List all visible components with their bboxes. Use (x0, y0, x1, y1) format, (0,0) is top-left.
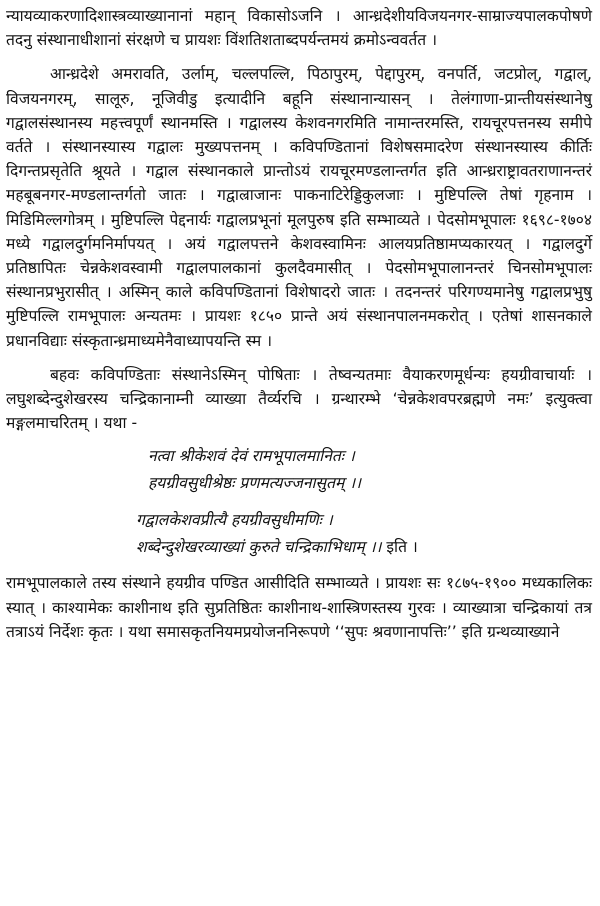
verse-line-1: नत्वा श्रीकेशवं देवं रामभूपालमानितः । (148, 447, 355, 466)
verse-line-3: गद्वालकेशवप्रीत्यै हयग्रीवसुधीमणिः । (136, 511, 333, 530)
paragraph-andhra-samsthanas: आन्ध्रदेशे अमरावति, उर्लाम्, चल्लपल्लि, पिठापुरम्, पेद्दापुरम्, वनपर्ति, जटप्रोल्, गद्वाल्, विजयनगरम्, सालूरु, नूजिवीडु इत्यादीनि बहूनि संस्थानान्यासन् । तेलंगाणा-प्रान्तीयसंस्थानेषु गद्वालसंस्थानस्य महत्त्वपूर्णं स्थानमस्ति । गद्वालस्य केशवनगरमिति नामान्तरमस्ति, रायचूरपत्तनस्य समीपे वर्तते । संस्थानस्यास्य गद्वालः मुख्यपत्तनम् । कविपण्डितानां विशेषसमादरेण संस्थानस्यास्य कीर्तिः दिगन्तप्रसृतेति श्रूयते । गद्वाल संस्थानकाले प्रान्तोऽयं रायचूरमण्डलान्तर्गत इति आन्ध्रराष्ट्रावतराणानन्तरं महबूबनगर-मण्डलान्तर्गतो जातः । गद्वाल्राजानः पाकनाटिरेड्डिकुलजाः । मुष्टिपल्लि तेषां गृहनाम । मिडिमिल्लगोत्रम् । मुष्टिपल्लि पेद्दनार्यः गद्वालप्रभूनां मूलपुरुष इति सम्भाव्यते । पेदसोमभूपालः १६९८-१७०४ मध्ये गद्वालदुर्गमनिर्मापयत् । अयं गद्वालपत्तने केशवस्वामिनः आलयप्रतिष्ठामप्यकारयत् । गद्वालदुर्गे प्रतिष्ठापितः चेन्नकेशवस्वामी गद्वालपालकानां कुलदैवमासीत् । पेदसोमभूपालानन्तरं चिनसोमभूपालः संस्थानप्रभुरासीत् । अस्मिन् काले कविपण्डितानां विशेषादरो जातः । तदनन्तरं परिगण्यमानेषु गद्वालप्रभुषु मुष्टिपल्लि रामभूपालः अन्यतमः । प्रायशः १८५० प्रान्ते अयं संस्थानपालनमकरोत् । एतेषां शासनकाले प्रधानविद्याः संस्कृतान्ध्रमाध्यमेनैवाध्यापयन्ति स्म । (6, 65, 592, 350)
verse-iti: इति । (381, 538, 418, 557)
mangala-verse (6, 443, 592, 561)
verse-line-2: हयग्रीवसुधीश्रेष्ठः प्रणमत्यज्जनासुतम् ।। (148, 474, 362, 493)
verse-line-4 (6, 534, 592, 561)
paragraph-hayagriva-acharya: बहवः कविपण्डिताः संस्थानेऽस्मिन् पोषिताः । तेष्वन्यतमाः वैयाकरणमूर्धन्यः हयग्रीवाचार्याः । लघुशब्देन्दुशेखरस्य चन्द्रिकानाम्नी व्याख्या तैर्व्यरचि । ग्रन्थारम्भे ‘चेन्नकेशवपरब्रह्मणे नमः’ इत्युक्त्वा मङ्गलमाचरितम् । यथा - (6, 365, 592, 433)
paragraph-commentary-tradition: न्यायव्याकरणादिशास्त्रव्याख्यानानां महान् विकासोऽजनि । आन्ध्रदेशीयविजयनगर-साम्राज्यपालकपोषणे तदनु संस्थानाधीशानां संरक्षणे च प्रायशः विंशतिशताब्दपर्यन्तमयं क्रमोऽन्ववर्तत । (6, 7, 592, 50)
paragraph-rambhupala-period: रामभूपालकाले तस्य संस्थाने हयग्रीव पण्डित आसीदिति सम्भाव्यते । प्रायशः सः १८७५-१९०० मध्यकालिकः स्यात् । काश्यामेकः काशीनाथ इति सुप्रतिष्ठितः काशीनाथ-शास्त्रिणस्तस्य गुरवः । व्याख्यात्रा चन्द्रिकायां तत्र तत्राऽयं निर्देशः कृतः । यथा समासकृतनियमप्रयोजननिरूपणे ‘‘सुपः श्रवणानापत्तिः’’ इति ग्रन्थव्याख्याने (6, 574, 592, 641)
verse-line-4-text: शब्देन्दुशेखरव्याख्यां कुरुते चन्द्रिकाभिधाम् ।। (136, 538, 382, 557)
